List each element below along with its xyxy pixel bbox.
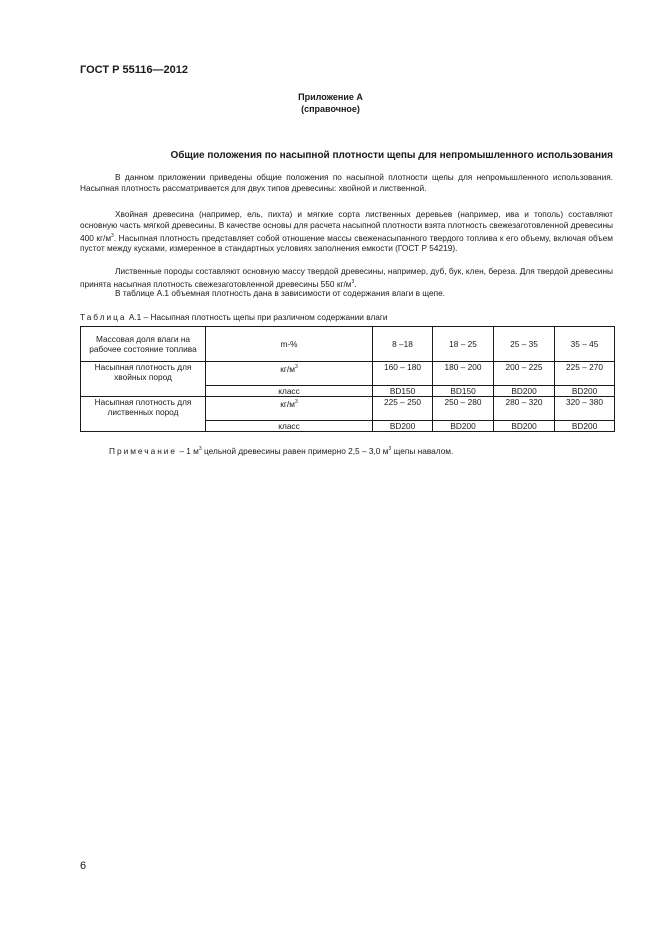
class-cell: BD150 (433, 386, 494, 397)
table-caption: Таблица А.1 – Насыпная плотность щепы при различном содержании влаги (80, 312, 388, 322)
table-row (81, 362, 615, 386)
class-cell: BD200 (555, 421, 615, 432)
value-cell: 160 – 180 (373, 362, 433, 386)
section-title: Общие положения по насыпной плотности щепы для непромышленного использования (170, 150, 613, 161)
appendix-subtitle: (справочное) (301, 104, 360, 114)
appendix-title: Приложение А (298, 92, 363, 102)
table-row (81, 397, 615, 421)
value-cell: 320 – 380 (555, 397, 615, 421)
page-number: 6 (80, 860, 87, 872)
table-header-row (81, 327, 615, 362)
paragraph-1: В данном приложении приведены общие положения по насыпной плотности щепы для непромышленного использования. Насыпная плотность рассматривается для двух типов древесины: хвойной и лиственной. (80, 172, 613, 193)
class-cell: BD200 (555, 386, 615, 397)
value-cell: 180 – 200 (433, 362, 494, 386)
value-cell: 250 – 280 (433, 397, 494, 421)
header-range-1: 8 –18 (373, 327, 433, 362)
value-cell: 225 – 250 (373, 397, 433, 421)
unit-cell: $кг/м^3$ (206, 362, 373, 386)
row-label-softwood: Насыпная плотность для хвойных пород (81, 362, 206, 397)
class-label-cell: класс (206, 386, 373, 397)
header-range-3: 25 – 35 (494, 327, 555, 362)
paragraph-3: Лиственные породы составляют основную массу твердой древесины, например, дуб, бук, клен, береза. Для твердой древесины принята насыпная плотность свежезаготовленной древесины 550 $кг/м^3$. (80, 266, 613, 289)
appendix-heading (0, 91, 661, 115)
class-cell: BD200 (373, 421, 433, 432)
class-cell: BD200 (494, 386, 555, 397)
header-moisture: Массовая доля влаги на рабочее состояние топлива (81, 327, 206, 362)
class-label-cell: класс (206, 421, 373, 432)
value-cell: 200 – 225 (494, 362, 555, 386)
standard-header: ГОСТ Р 55116—2012 (80, 64, 188, 76)
class-cell: BD200 (494, 421, 555, 432)
header-range-4: 35 – 45 (555, 327, 615, 362)
table-note: Примечание – 1 $м^3$ цельной древесины равен примерно 2,5 – 3,0 $м^3$ щепы навалом. (109, 446, 454, 456)
paragraph-2: Хвойная древесина (например, ель, пихта) и мягкие сорта лиственных деревьев (например, ива и тополь) составляют основную часть мягкой древесины. В качестве основы для расчета насыпной плотности взята плотность свежезаготовленной древесины 400 $кг/м^3$. Насыпная плотность представляет собой отношение массы свеженасыпанного твердого топлива к его объему, включая объем пустот между кусками, измеренное в стандартных условиях заполнения емкости (ГОСТ Р 54219). (80, 209, 613, 254)
class-cell: BD150 (373, 386, 433, 397)
row-label-hardwood: Насыпная плотность для лиственных пород (81, 397, 206, 432)
unit-cell: $кг/м^3$ (206, 397, 373, 421)
value-cell: 225 – 270 (555, 362, 615, 386)
density-table (80, 326, 615, 432)
header-range-2: 18 – 25 (433, 327, 494, 362)
paragraph-4: В таблице А.1 объемная плотность дана в зависимости от содержания влаги в щепе. (115, 288, 446, 298)
value-cell: 280 – 320 (494, 397, 555, 421)
class-cell: BD200 (433, 421, 494, 432)
header-unit: m-% (206, 327, 373, 362)
